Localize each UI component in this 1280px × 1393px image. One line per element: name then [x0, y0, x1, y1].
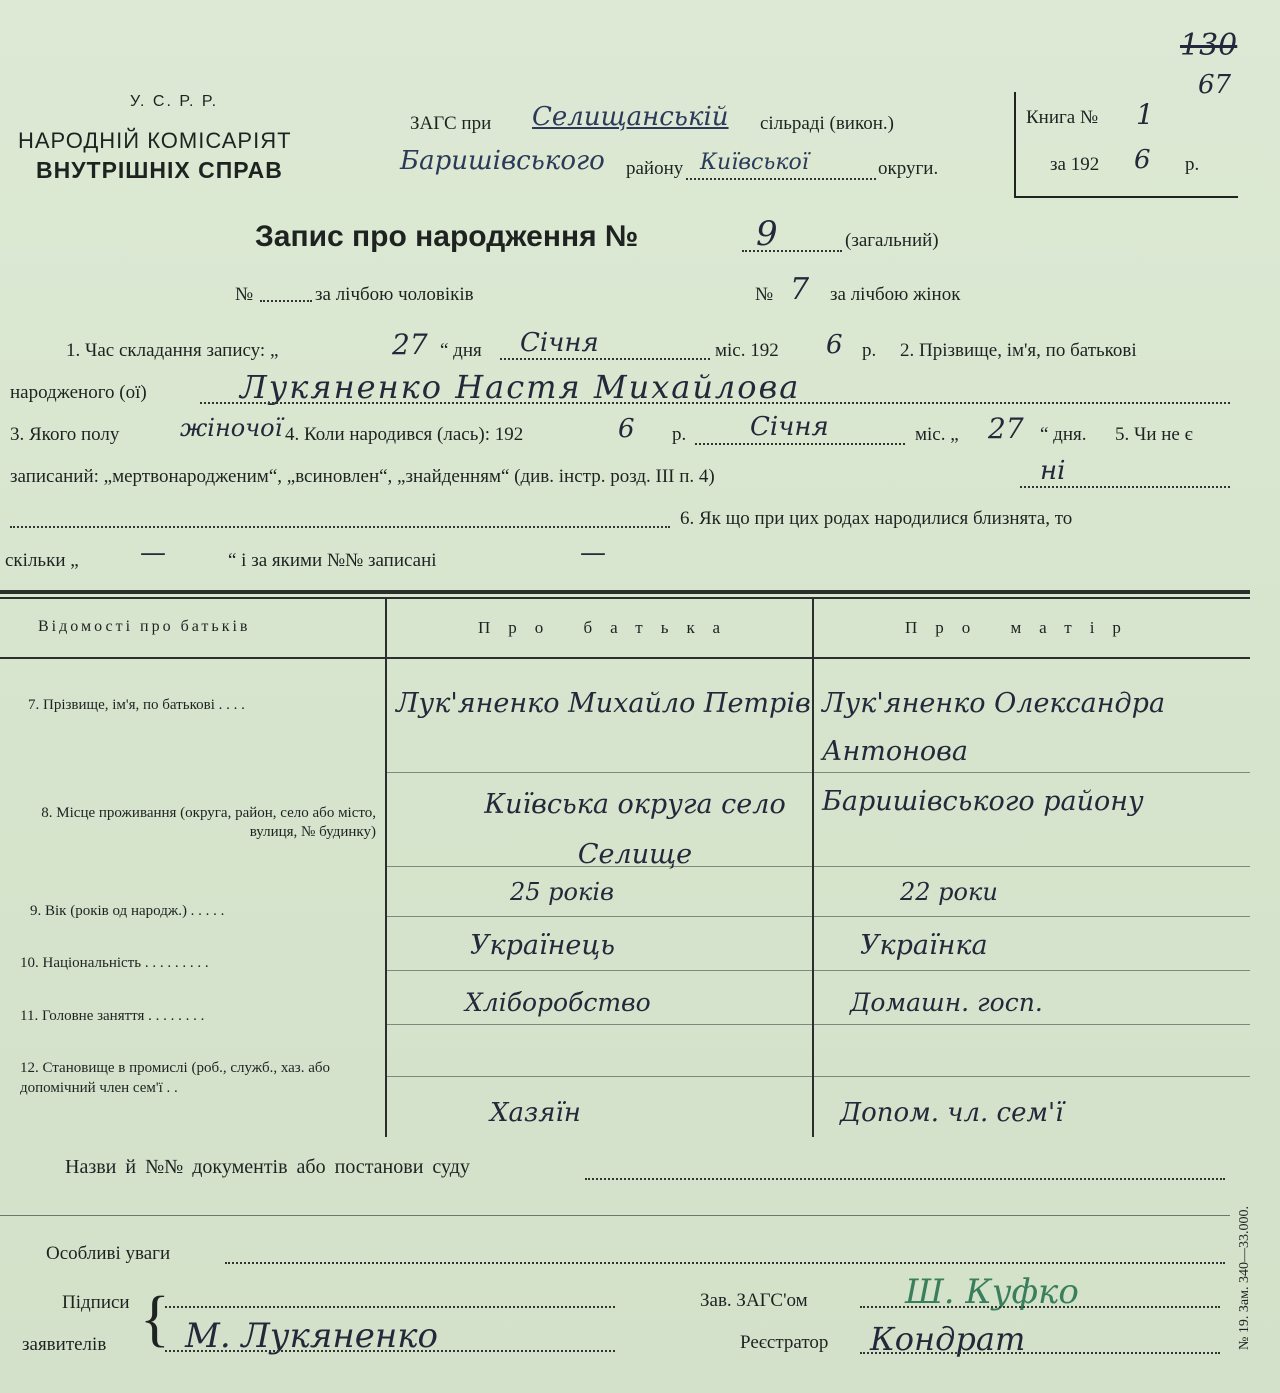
applicant-dots-2 [165, 1350, 615, 1352]
record-title: Запис про народження № [255, 220, 639, 253]
f1-month: Січня [520, 328, 599, 358]
f5-dots-2 [10, 526, 670, 528]
head-dots [860, 1306, 1220, 1308]
archive-number-top: 130 [1180, 28, 1238, 63]
side-print: № 19. Зам. 340—33.000. [1237, 1206, 1252, 1350]
registrar-label: Реєстратор [740, 1332, 829, 1353]
notes-label: Особливі уваги [46, 1243, 171, 1264]
row-label-9: 9. Вік (років од народж.) . . . . . [30, 903, 225, 919]
row-rule-11 [387, 1024, 1250, 1025]
f4-day: 27 [988, 412, 1024, 445]
f6-twins-count: — [140, 538, 166, 568]
father-residence: Київська округа село Селище [484, 789, 786, 870]
f6-label: 6. Як що при цих родах народилися близнята, то [680, 508, 1073, 529]
col-header-info: Відомості про батьків [38, 618, 251, 635]
f4-mis: міс. „ [915, 424, 959, 445]
col-divider-1 [385, 597, 387, 1137]
col-header-mother: Про матір [905, 618, 1139, 637]
book-label: Книга № [1026, 107, 1099, 128]
f6-cont-b: “ і за якими №№ записані [228, 550, 437, 571]
book-year-suffix: р. [1185, 154, 1200, 175]
okruha-label: округи. [878, 158, 939, 179]
f1-month-dots [500, 358, 710, 360]
father-occupation: Хліборобство [465, 988, 651, 1017]
signatures-label: Підписи [62, 1292, 130, 1313]
f1-day-label: “ дня [440, 340, 482, 361]
men-count-dots [260, 300, 312, 302]
applicant-dots-1 [165, 1306, 615, 1308]
registrar-dots [860, 1352, 1220, 1354]
row-label-7: 7. Прізвище, ім'я, по батькові . . . . [28, 697, 245, 713]
mother-nationality: Українка [860, 930, 988, 961]
f4-day-label: “ дня. [1040, 424, 1087, 445]
district-dots [686, 178, 876, 180]
f5-cont: записаний: „мертвонародженим“, „всиновлен“, „знайденням“ (див. інстр. розд. III п. 4) [10, 466, 715, 487]
documents-label: Назви й №№ документів або постанови суду [65, 1156, 470, 1178]
documents-dots [585, 1178, 1225, 1180]
row-label-12: 12. Становище в промислі (роб., служб., хаз. або допомічний член сем'ї . . [20, 1060, 330, 1096]
f4-year: 6 [618, 414, 635, 444]
okruha-hw: Київської [700, 150, 809, 175]
mother-status: Допом. чл. сем'ї [840, 1098, 1064, 1128]
mother-residence: Баришівського району [822, 786, 1144, 817]
footer-separator [0, 1215, 1230, 1216]
f5-dots [1020, 486, 1230, 488]
f1-year-suffix: р. [862, 340, 877, 361]
f2-label: 2. Прізвище, ім'я, по батькові [900, 340, 1137, 361]
father-name: Лук'яненко Михайло Петрів [396, 688, 811, 719]
row-rule-12 [387, 1076, 1250, 1077]
father-age: 25 років [510, 878, 614, 906]
record-general: (загальний) [845, 230, 939, 251]
table-top-rule-2 [0, 597, 1250, 599]
book-year-label: за 192 [1050, 154, 1100, 175]
record-number: 9 [756, 214, 778, 254]
brace: { [140, 1285, 170, 1353]
father-nationality: Українець [470, 930, 615, 961]
zags-prefix: ЗАГС при [410, 113, 492, 134]
table-top-rule [0, 590, 1250, 594]
f2-cont: народженого (ої) [10, 382, 147, 403]
f5-answer: ні [1040, 456, 1066, 486]
men-count-suffix: за лічбою чоловіків [315, 284, 474, 305]
district-label: району [626, 158, 684, 179]
zags-suffix: сільраді (викон.) [760, 113, 894, 134]
f1-year: 6 [826, 330, 843, 360]
women-count: 7 [790, 272, 810, 307]
f4-label: 4. Коли народився (лась): 192 [285, 424, 524, 445]
women-count-label: № [755, 284, 774, 305]
f2-dots [200, 402, 1230, 404]
archive-number-bottom: 67 [1198, 70, 1232, 100]
row-rule-10 [387, 970, 1250, 971]
f1-day: 27 [392, 328, 428, 361]
book-number: 1 [1136, 98, 1154, 131]
ussr-label: У. С. Р. Р. [130, 93, 219, 110]
registrar-signature: Кондрат [870, 1320, 1026, 1358]
women-count-suffix: за лічбою жінок [830, 284, 961, 305]
f6-twins-numbers: — [580, 538, 606, 568]
mother-name: Лук'яненко Олександра Антонова [822, 688, 1166, 767]
father-status: Хазяїн [490, 1098, 581, 1128]
col-header-father: Про батька [478, 618, 739, 637]
f3-label: 3. Якого полу [10, 424, 120, 445]
table-header-rule [0, 657, 1250, 659]
men-count-label: № [235, 284, 254, 305]
mother-age: 22 роки [900, 878, 998, 906]
f5-label: 5. Чи не є [1115, 424, 1193, 445]
mother-occupation: Домашн. госп. [850, 988, 1043, 1017]
applicants-label: заявителів [22, 1334, 107, 1355]
record-number-dots [742, 250, 842, 252]
row-label-11: 11. Головне заняття . . . . . . . . [20, 1008, 205, 1024]
internal-affairs-label: ВНУТРІШНІХ СПРАВ [36, 157, 283, 183]
f6-cont-a: скільки „ [5, 550, 79, 571]
f3-sex: жіночої [180, 414, 283, 442]
row-label-10: 10. Національність . . . . . . . . . [20, 955, 209, 971]
head-label: Зав. ЗАГС'ом [700, 1290, 808, 1311]
applicant-signature: М. Лукяненко [185, 1316, 439, 1356]
row-label-8: 8. Місце проживання (округа, район, село або місто, вулиця, № будинку) [41, 805, 376, 840]
zags-village: Селищанській [532, 102, 729, 132]
head-signature: Ш. Куфко [905, 1272, 1079, 1312]
f4-month-dots [695, 443, 905, 445]
f2-child-name: Лукяненко Настя Михайлова [240, 368, 801, 406]
f1-label: 1. Час складання запису: „ [66, 340, 279, 361]
notes-dots [225, 1262, 1225, 1264]
f4-month: Січня [750, 412, 829, 442]
commissariat-label: НАРОДНІЙ КОМІСАРІЯТ [18, 128, 292, 153]
book-year: 6 [1134, 145, 1151, 175]
col-divider-2 [812, 597, 814, 1137]
f1-month-label: міс. 192 [715, 340, 779, 361]
row-rule-9 [387, 916, 1250, 917]
district-hw: Баришівського [400, 146, 605, 176]
f4-r: р. [672, 424, 687, 445]
